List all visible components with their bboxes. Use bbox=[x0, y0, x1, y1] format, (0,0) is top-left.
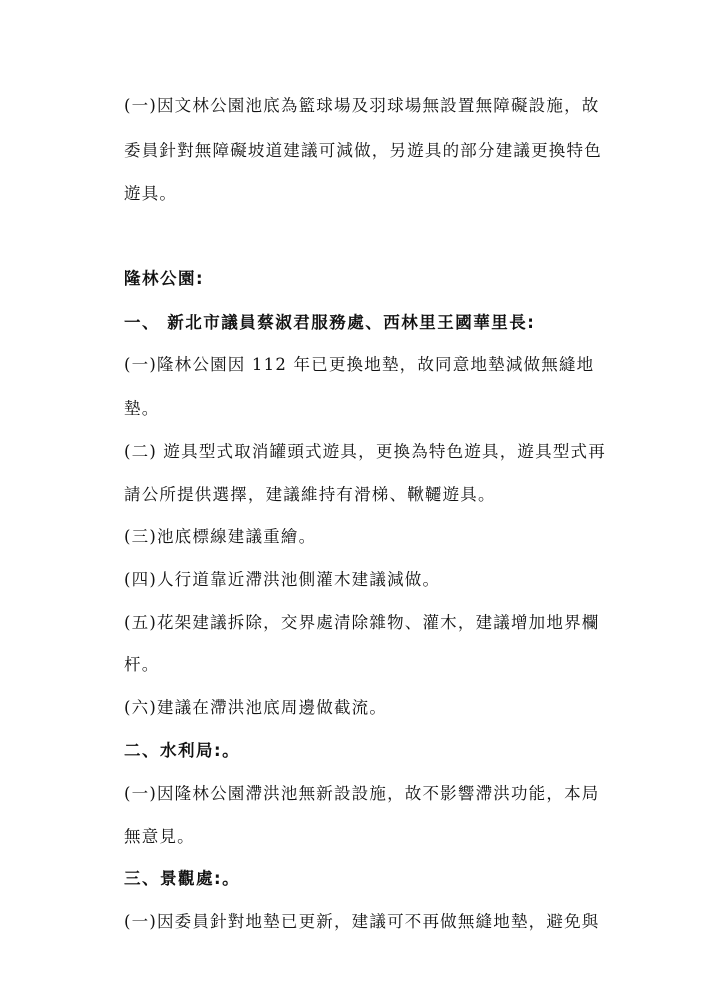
subsection-heading-2: 二、水利局:。 bbox=[124, 741, 241, 760]
paragraph-line-10: (三)池底標線建議重繪。 bbox=[124, 527, 317, 546]
subsection-heading-3: 三、景觀處:。 bbox=[124, 869, 241, 888]
paragraph-line-7: 墊。 bbox=[124, 399, 160, 418]
paragraph-line-19: (一)因委員針對地墊已更新，建議可不再做無縫地墊，避免與 bbox=[124, 912, 600, 931]
section-title-longlin-park: 隆林公園: bbox=[124, 269, 205, 288]
paragraph-line-3: 遊具。 bbox=[124, 184, 178, 203]
paragraph-line-16: (一)因隆林公園滯洪池無新設設施，故不影響滯洪功能，本局 bbox=[124, 784, 600, 803]
subsection-heading-1: 一、 新北市議員蔡淑君服務處、西林里王國華里長: bbox=[124, 313, 536, 332]
paragraph-line-9: 請公所提供選擇，建議維持有滑梯、鞦韆遊具。 bbox=[124, 485, 496, 504]
paragraph-line-17: 無意見。 bbox=[124, 827, 195, 846]
paragraph-line-13: 杆。 bbox=[124, 655, 160, 674]
paragraph-line-1: (一)因文林公園池底為籃球場及羽球場無設置無障礙設施，故 bbox=[124, 96, 600, 115]
paragraph-line-14: (六)建議在滯洪池底周邊做截流。 bbox=[124, 698, 388, 717]
paragraph-line-2: 委員針對無障礙坡道建議可減做，另遊具的部分建議更換特色 bbox=[124, 141, 602, 160]
paragraph-line-11: (四)人行道靠近滯洪池側灌木建議減做。 bbox=[124, 570, 441, 589]
paragraph-line-6: (一)隆林公園因 112 年已更換地墊，故同意地墊減做無縫地 bbox=[124, 355, 595, 374]
paragraph-line-8: (二) 遊具型式取消罐頭式遊具，更換為特色遊具，遊具型式再 bbox=[124, 442, 606, 461]
paragraph-line-12: (五)花架建議拆除，交界處清除雜物、灌木，建議增加地界欄 bbox=[124, 613, 600, 632]
